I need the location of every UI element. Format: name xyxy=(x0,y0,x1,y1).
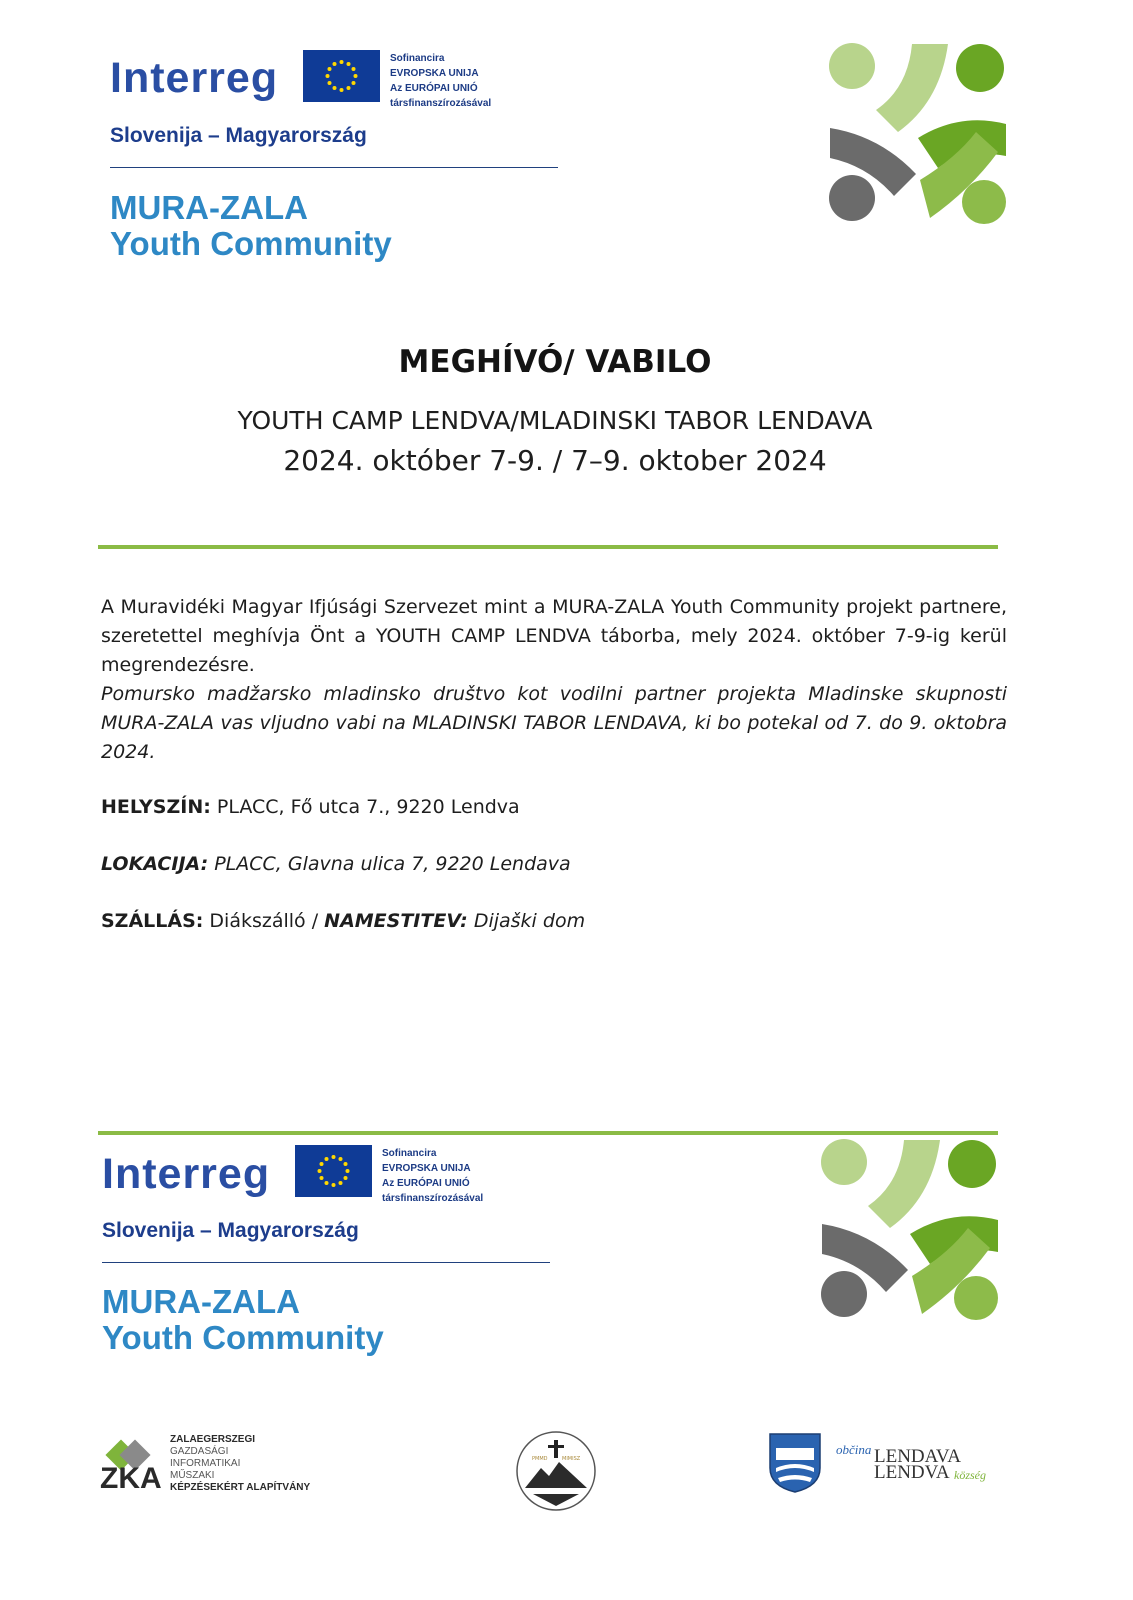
venue-hu-label: HELYSZÍN: xyxy=(101,796,211,818)
venue-hungarian xyxy=(101,796,520,818)
stay-sl-label: NAMESTITEV: xyxy=(324,910,468,932)
eu-line-2: EVROPSKA UNIJA xyxy=(390,68,479,79)
zka-line-3: INFORMATIKAI xyxy=(170,1458,241,1469)
project-title-line2: Youth Community xyxy=(110,225,392,262)
invitation-slovenian: Pomursko madžarsko mladinsko društvo kot vodilni partner projekta Mladinske skupnosti MURA-ZALA vas vljudno vabi na MLADINSKI TABOR LENDAVA, ki bo potekal od 7. do 9. oktobra 2024. xyxy=(101,683,1007,763)
stay-sl-value: Dijaški dom xyxy=(473,910,586,932)
footer-divider xyxy=(98,1131,998,1135)
footer-interreg-logo-text: Interreg xyxy=(102,1150,271,1198)
kozseg-label: község xyxy=(954,1468,986,1482)
mura-zala-logo-icon xyxy=(820,40,1020,230)
eu-line-4: társfinanszírozásával xyxy=(390,98,492,109)
footer-eu-line-1: Sofinancira xyxy=(382,1148,437,1159)
event-subtitle: YOUTH CAMP LENDVA/MLADINSKI TABOR LENDAVA xyxy=(237,406,873,435)
footer-project-title-line1: MURA-ZALA xyxy=(102,1283,300,1320)
event-dates: 2024. október 7-9. / 7–9. oktober 2024 xyxy=(283,444,827,477)
lendava-label: LENDAVA xyxy=(874,1446,961,1467)
region-label: Slovenija – Magyarország xyxy=(110,124,367,147)
zka-mark: ZKA xyxy=(100,1462,162,1495)
stay-hu-value: Diákszálló / xyxy=(209,910,319,932)
zka-line-2: GAZDASÁGI xyxy=(170,1446,229,1457)
footer-eu-line-2: EVROPSKA UNIJA xyxy=(382,1163,471,1174)
zka-line-5: KÉPZÉSEKÉRT ALAPÍTVÁNY xyxy=(170,1482,311,1493)
lendva-label: LENDVA xyxy=(874,1462,950,1483)
mimisz-label: MIMISZ xyxy=(562,1456,581,1462)
lendava-coat-of-arms-icon xyxy=(768,1432,822,1494)
venue-hu-value: PLACC, Fő utca 7., 9220 Lendva xyxy=(216,796,520,818)
footer-project-title-line2: Youth Community xyxy=(102,1319,384,1356)
header-divider xyxy=(110,167,558,168)
eu-flag-icon xyxy=(303,50,380,102)
footer-region-label: Slovenija – Magyarország xyxy=(102,1219,359,1242)
footer-header-divider xyxy=(102,1262,550,1263)
venue-sl-value: PLACC, Glavna ulica 7, 9220 Lendava xyxy=(214,853,571,875)
invitation-hungarian: A Muravidéki Magyar Ifjúsági Szervezet mint a MURA-ZALA Youth Community projekt partnere, szeretettel meghívja Önt a YOUTH CAMP LENDVA táborba, mely 2024. október 7-9-ig kerül megrendezésre. xyxy=(101,596,1007,676)
venue-sl-label: LOKACIJA: xyxy=(101,853,209,875)
footer-mura-zala-logo-icon xyxy=(812,1136,1012,1326)
eu-line-1: Sofinancira xyxy=(390,53,445,64)
title-divider xyxy=(98,545,998,549)
pmmd-mimisz-logo-icon xyxy=(515,1430,597,1512)
project-title xyxy=(110,190,392,262)
footer-eu-line-3: Az EURÓPAI UNIÓ xyxy=(382,1178,470,1189)
eu-line-3: Az EURÓPAI UNIÓ xyxy=(390,83,478,94)
obcina-label: občina xyxy=(836,1442,872,1457)
invitation-text xyxy=(101,593,1007,767)
zka-line-4: MŰSZAKI xyxy=(170,1470,215,1481)
eu-funding-text xyxy=(390,51,491,111)
footer-eu-line-4: társfinanszírozásával xyxy=(382,1193,484,1204)
accommodation xyxy=(101,910,585,932)
footer-eu-flag-icon xyxy=(295,1145,372,1197)
venue-slovenian xyxy=(101,853,571,875)
page-title: MEGHÍVÓ/ VABILO xyxy=(398,344,712,380)
project-title-line1: MURA-ZALA xyxy=(110,189,308,226)
stay-hu-label: SZÁLLÁS: xyxy=(101,910,204,932)
pmmd-label: PMMD xyxy=(532,1456,548,1462)
footer-eu-funding-text xyxy=(382,1146,483,1206)
zka-text xyxy=(170,1434,310,1494)
zka-line-1: ZALAEGERSZEGI xyxy=(170,1434,256,1445)
footer-project-title xyxy=(102,1284,384,1356)
interreg-logo-text: Interreg xyxy=(110,54,279,102)
